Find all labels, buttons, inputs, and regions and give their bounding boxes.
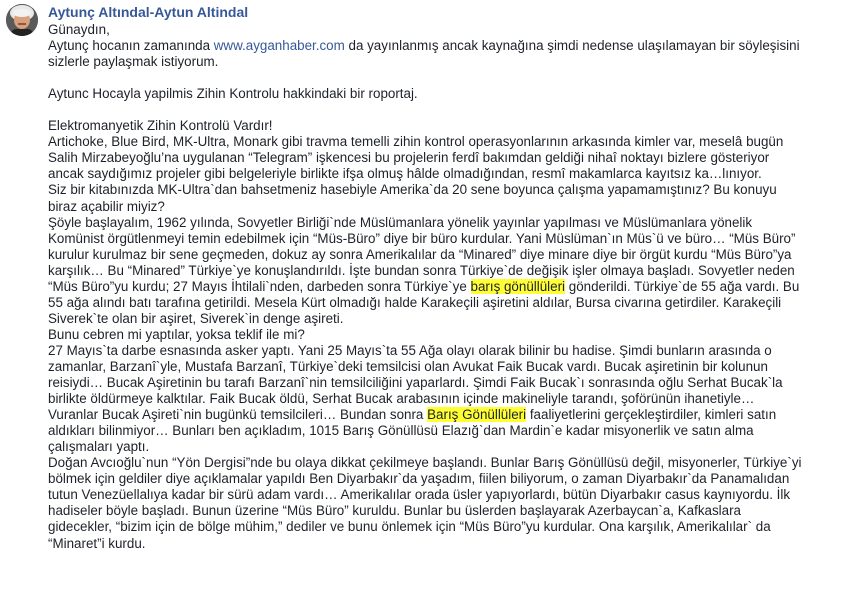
post-text: “Müs Büro”yu kurdu; 27 Mayıs İhtilali`nden, darbeden sonra Türkiye`ye <box>48 278 471 294</box>
post-text: sizlerle paylaşmak istiyorum. <box>48 54 219 70</box>
post-text: ancak saydığımız projeler gibi belgeleriyle birlikte ifşa olmuş hâlde olmadığından, resmî makamlarca kayıtsız ka…lınıyor. <box>48 166 762 182</box>
post-line <box>48 311 844 327</box>
post-line <box>48 231 844 247</box>
post-text: çalışmaları yaptı. <box>48 439 150 455</box>
post-text: 55 ağa alındı batı tarafına getirildi. Mesela Kürt olmadığı halde Karakeçili aşiretini aldılar, Bursa civarına getirdiler. Karakeçili <box>48 294 782 310</box>
post-line <box>48 391 844 407</box>
post-text: Şöyle başlayalım, 1962 yılında, Sovyetler Birliği`nde Müslümanlara yönelik yayınlar yapılması ve Müslümanlara yönelik <box>48 214 753 230</box>
post-line <box>48 38 844 54</box>
post-line <box>48 536 844 552</box>
post-line <box>48 86 844 102</box>
post-line <box>48 439 844 455</box>
post-text: Komünist örgütlenmeyi temin edebilmek için “Müs-Büro” diye bir büro kurdular. Yani Müslüman`ın Müs`ü ve büro… “Müs Büro” <box>48 230 796 246</box>
post-line <box>48 199 844 215</box>
post-text: tutun Venezüellalıya kadar bir sürü adam vardı… Amerikalılar orada üsler yapıyorlardı, bütün Diyarbakır casus kaynıyordu. İlk <box>48 487 791 503</box>
post-line <box>48 423 844 439</box>
post-line <box>48 54 844 70</box>
post-text: kurulur kurulmaz bir sene geçmeden, dokuz ay sonra Amerikalılar da “Minared” diye minare diye bir örgüt kurdu “Müs Büro”ya <box>48 246 792 262</box>
post-line <box>48 263 844 279</box>
author-avatar[interactable] <box>6 4 38 36</box>
post-text: Elektromanyetik Zihin Kontrolü Vardır! <box>48 118 273 134</box>
post-text: gidecekler, “bizim için de bölge mühim,” dediler ve bunu önlemek için “Müs Büro”yu kurdular. Ona karşılık, Amerikalılar` da <box>48 519 771 535</box>
post-text: bölmek için geldiler diye açıklamalar yapıldı Ben Diyarbakır`da yaşadım, fiilen biliyorum, o zaman Diyarbakır`da Panamalıdan <box>48 471 790 487</box>
post-line <box>48 295 844 311</box>
post-text: da yayınlanmış ancak kaynağına şimdi nedense ulaşılamayan bir söyleşisini <box>344 38 800 54</box>
post-text: biraz açabilir miyiz? <box>48 198 165 214</box>
post-text: Günaydın, <box>48 22 110 37</box>
post-text: faaliyetlerini gerçekleştirdiler, kimleri satın <box>526 407 777 423</box>
post-line <box>48 327 844 343</box>
paragraph-gap <box>48 70 844 86</box>
post-text: 27 Mayıs`ta darbe esnasında asker yaptı. Yani 25 Mayıs`ta 55 Ağa olayı olarak bilinir bu hadise. Şimdi bunların arasında o <box>48 342 772 358</box>
post-text: Salih Mirzabeyoğlu’na uygulanan “Telegram” işkencesi bu projelerin ferdî bakımdan geldiği nihaî noktayı bizlere gösteriyor <box>48 150 770 166</box>
author-name[interactable]: Aytunç Altındal-Aytun Altindal <box>48 4 249 20</box>
post-line <box>48 503 844 519</box>
post-line <box>48 455 844 471</box>
post-text: Siz bir kitabınızda MK-Ultra`dan bahsetmeniz hasebiyle Amerika`da 20 sene boyunca çalışma yapamamıştınız? Bu konuyu <box>48 182 777 198</box>
post-text: Vuranlar Bucak Aşireti`nin bugünkü temsilcileri… Bundan sonra <box>48 407 428 423</box>
post-text: Siverek`te olan bir aşiret, Siverek`in denge aşireti. <box>48 310 344 326</box>
post-line <box>48 343 844 359</box>
post-line <box>48 134 844 150</box>
post-body <box>48 22 844 552</box>
post-text: karşılık… Bu “Minared” Türkiye`ye konuşlandırıldı. İşte bundan sonra Türkiye`de değişik işler olmaya başladı. Sovyetler neden <box>48 262 795 278</box>
post-text: zamanlar, Barzanî`yle, Mustafa Barzanî, Türkiye`deki temsilcisi olan Avukat Faik Bucak vardı. Bucak aşiretinin bir kolunun <box>48 358 768 374</box>
post-text: Aytunç hocanın zamanında <box>48 38 214 54</box>
post-line <box>48 182 844 198</box>
post-text: aldıkları bilinmiyor… Bunları ben açıkladım, 1015 Barış Gönüllüsü Elazığ`dan Mardin`e kadar misyonerlik ve satın alma <box>48 423 754 439</box>
highlighted-text: barış gönüllüleri <box>470 278 566 294</box>
post-text: gönderildi. Türkiye`de 55 ağa vardı. Bu <box>565 278 800 294</box>
post-text: Artichoke, Blue Bird, MK-Ultra, Monark gibi travma temelli zihin kontrol operasyonlarının arkasında kimler var, meselâ bugün <box>48 134 784 150</box>
post-line <box>48 247 844 263</box>
post-line <box>48 22 844 38</box>
post-text: birlikte öldürmeye kalktılar. Faik Bucak öldü, Serhat Bucak arabasının içinde makineliyle tarandı, şoförünün ihanetiyle… <box>48 391 755 407</box>
post-line <box>48 359 844 375</box>
post-line <box>48 375 844 391</box>
post-line <box>48 118 844 134</box>
post-line <box>48 407 844 423</box>
post-text: Aytunc Hocayla yapilmis Zihin Kontrolu hakkindaki bir roportaj. <box>48 86 418 102</box>
post-line <box>48 166 844 182</box>
post-text: reisiydi… Bucak Aşiretinin bu tarafı Barzanî`nin temsilciliğini yaparlardı. Şimdi Faik Bucak`ı sonrasında oğlu Serhat Bucak`la <box>48 375 783 391</box>
avatar-portrait-icon <box>6 4 38 36</box>
post-line <box>48 519 844 535</box>
paragraph-gap <box>48 102 844 118</box>
post-text: Doğan Avcıoğlu`nun “Yön Dergisi”nde bu olaya dikkat çekilmeye başlandı. Bunlar Barış Gönüllüsü değil, misyonerler, Türkiye`yi <box>48 455 802 471</box>
post-line <box>48 279 844 295</box>
post-text: hadiseler böyle başladı. Bunun üzerine “Müs Büro” kuruldu. Bunlar bu üslerden başlayarak Azerbaycan`a, Kafkaslara <box>48 503 741 519</box>
post-text: Bunu cebren mi yaptılar, yoksa teklif ile mi? <box>48 326 305 342</box>
website-link[interactable]: www.ayganhaber.com <box>213 38 345 54</box>
post-line <box>48 150 844 166</box>
post-text: “Minaret”i kurdu. <box>48 535 146 551</box>
post-line <box>48 487 844 503</box>
highlighted-text: Barış Gönüllüleri <box>427 407 527 423</box>
post-line <box>48 215 844 231</box>
post-line <box>48 471 844 487</box>
